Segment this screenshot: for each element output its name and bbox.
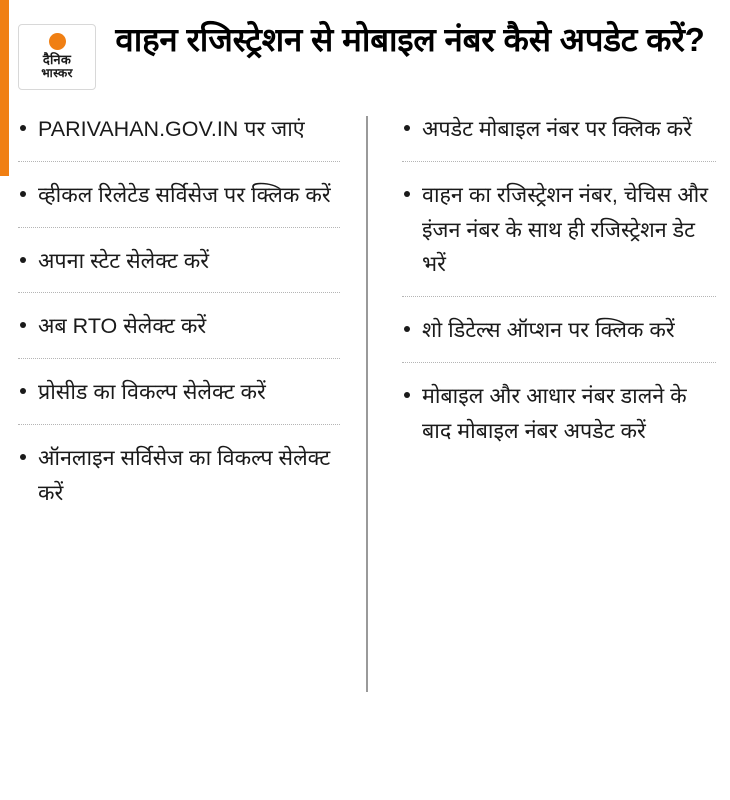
bullet-icon <box>20 322 26 328</box>
list-item <box>18 178 340 228</box>
bullet-icon <box>20 257 26 263</box>
list-item <box>402 178 716 297</box>
list-item-label: शो डिटेल्स ऑप्शन पर क्लिक करें <box>421 318 675 343</box>
list-item <box>18 309 340 359</box>
bullet-icon <box>20 454 26 460</box>
list-item <box>18 441 340 525</box>
brand-logo-line2: भास्कर <box>41 66 73 81</box>
list-item-label: ऑनलाइन सर्विसेज का विकल्प सेलेक्ट करें <box>38 446 331 505</box>
list-item-label: प्रोसीड का विकल्प सेलेक्ट करें <box>38 380 266 405</box>
list-item-label: अब RTO सेलेक्ट करें <box>38 314 207 339</box>
header <box>0 0 730 90</box>
list-item-label: अपना स्टेट सेलेक्ट करें <box>38 248 210 273</box>
brand-logo <box>18 24 96 90</box>
list-item <box>402 379 716 463</box>
list-item-label: व्हीकल रिलेटेड सर्विसेज पर क्लिक करें <box>38 182 331 207</box>
sun-icon <box>49 33 66 50</box>
bullet-icon <box>20 191 26 197</box>
brand-logo-line1: दैनिक <box>42 51 72 67</box>
list-item <box>18 112 340 162</box>
list-item-label: वाहन का रजिस्ट्रेशन नंबर, चेचिस और इंजन नंबर के साथ ही रजिस्ट्रेशन डेट भरें <box>421 182 709 277</box>
list-item <box>18 244 340 294</box>
bullet-icon <box>404 191 410 197</box>
list-item <box>402 313 716 363</box>
steps-column-left <box>18 112 366 712</box>
bullet-icon <box>404 326 410 332</box>
list-item-label: मोबाइल और आधार नंबर डालने के बाद मोबाइल नंबर अपडेट करें <box>421 384 687 443</box>
bullet-icon <box>404 125 410 131</box>
accent-bar <box>0 0 9 176</box>
list-item <box>402 112 716 162</box>
bullet-icon <box>404 392 410 398</box>
bullet-icon <box>20 125 26 131</box>
list-item-label: PARIVAHAN.GOV.IN पर जाएं <box>38 117 305 141</box>
page-title: वाहन रजिस्ट्रेशन से मोबाइल नंबर कैसे अपडेट करें? <box>115 21 705 58</box>
steps-column-right <box>368 112 716 712</box>
steps-columns <box>0 112 730 712</box>
list-item <box>18 375 340 425</box>
title-container <box>96 18 714 63</box>
bullet-icon <box>20 388 26 394</box>
list-item-label: अपडेट मोबाइल नंबर पर क्लिक करें <box>421 117 692 141</box>
